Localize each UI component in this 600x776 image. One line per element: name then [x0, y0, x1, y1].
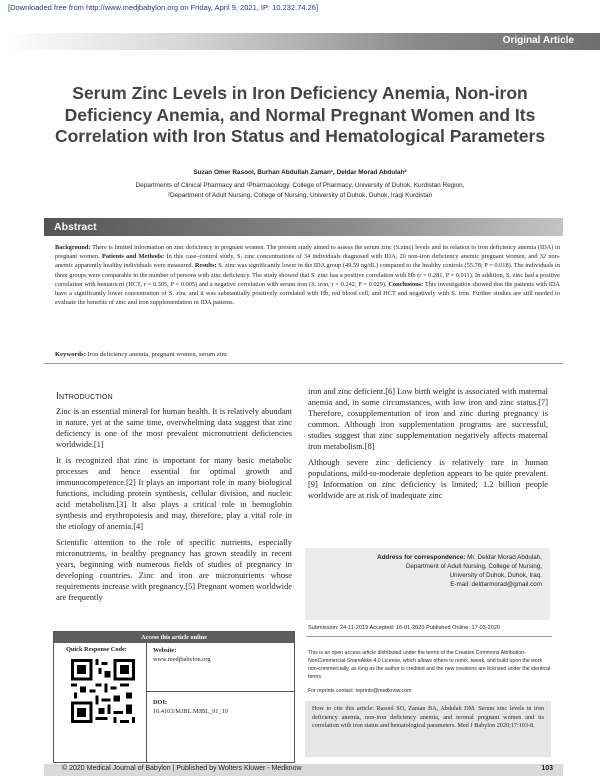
website-label: Website: [153, 647, 177, 654]
conclusions-label: Conclusions: [388, 280, 424, 288]
paragraph: iron and zinc deficient.[6] Low birth weight is associated with maternal anemia and, in some circumstances, with low iron and zinc status.[7] Therefore, cosupplementation of iron and zinc during pregnancy is common. Although iron supplementation programs are successful, studies suggest that zinc supplementation negatively affects maternal iron metabolism.[8] [308, 387, 548, 451]
background-label: Background: [55, 244, 91, 251]
correspondence-line2: University of Duhok, Duhok, Iraq. [449, 572, 542, 579]
methods-label: Patients and Methods: [101, 253, 165, 261]
correspondence-line1: Department of Adult Nursing, College of Nursing, [405, 563, 542, 570]
methods-text: In this case–control study, S. zinc concentrations of 34 individuals diagnosed with IDA, 20 non-iron deficiency anemic pregnant women, and 32 non-anemic apparently healthy individuals were measured. [55, 253, 560, 270]
doi-label: DOI: [153, 699, 167, 706]
authors: Suzan Omer Rasool, Burhan Abdullah Zaman¹, Deldar Morad Abdulah² [193, 169, 407, 176]
affiliation-2: ²Department of Adult Nursing, College of Nursing, University of Duhok, Duhok, Iraqi Kurdistan [167, 191, 433, 199]
website-link[interactable]: www.medjbabylon.org [153, 656, 211, 663]
keywords [55, 351, 560, 358]
results-label: Results: [194, 262, 217, 270]
correspondence-name: Mr. Deldar Morad Abdulah, [467, 554, 542, 561]
paragraph: Scientific attention to the role of specific nutrients, especially micronutrients, in healthy pregnancy has grown steadily in recent years, beginning with numerous fields of studies of pregnancy in developing countries. Zinc and iron are micronutrients whose requirements increase with pregnancy.[5] Pregnant women worldwide are frequently [56, 537, 292, 602]
how-to-cite: How to cite this article: Rasool SO, Zaman BA, Abdulah DM. Serum zinc levels in iron deficiency anemia, non-iron deficiency anemia, and normal pregnant women and its correlation with iron status and hematological parameters. Med J Babylon 2020;17:103-8. [312, 705, 544, 730]
section-label: Original Article [502, 35, 574, 46]
divider [146, 643, 147, 762]
footer-text: © 2020 Medical Journal of Babylon | Published by Wolters Kluwer - Medknow [62, 765, 302, 772]
access-box [53, 631, 295, 763]
license-text: This is an open access article distributed under the terms of the Creative Commons Attribution-NonCommercial-ShareAlike 4.0 License, which allows others to remix, tweak, and build upon the work non-commercially, as long as the author is credited and the new creations are licensed under the identical terms. [308, 650, 551, 680]
keywords-label: Keywords: [55, 351, 86, 358]
qr-code-icon[interactable] [71, 659, 135, 723]
section-banner [0, 33, 600, 50]
paragraph: Although severe zinc deficiency is relatively rare in human populations, mild-to-moderate depletion appears to be quite prevalent.[9] Information on zinc deficiency is limited; 1.2 billion people worldwide are at risk of inadequate zinc [308, 457, 548, 500]
doi-link[interactable]: 10.4103/MJBL.MJBL_91_19 [153, 708, 228, 715]
divider [306, 636, 552, 637]
conclusions-text: This investigation showed that the patients with IDA have a significantly lower concentration of S. zinc and it was substantially positively correlated with Hb, red blood cell, and HCT and negatively with S. iron. Further studies are still needed to evaluate the benefits of zinc and iron supplementation in IDA patients. [55, 280, 560, 307]
correspondence [312, 553, 542, 589]
page-footer [44, 764, 563, 776]
correspondence-label: Address for correspondence: [377, 554, 466, 561]
access-heading: Access this article online [54, 632, 294, 643]
page-number: 103 [541, 765, 553, 772]
download-note: [Downloaded free from http://www.medjbabylon.org on Friday, April 9, 2021, IP: 10.232.74.26] [8, 3, 319, 12]
qr-label: Quick Response Code: [66, 646, 127, 653]
affiliation-1: Departments of Clinical Pharmacy and ¹Pharmacology, College of Pharmacy, University of Duhok, Kurdistan Region, [135, 182, 465, 189]
reprints-contact: For reprints contact: reprints@medknow.com [308, 688, 412, 694]
article-title: Serum Zinc Levels in Iron Deficiency Anemia, Non-iron Deficiency Anemia, and Normal Pregnant Women and Its Correlation with Iron Status and Hematological Parameters [54, 83, 546, 146]
abstract-banner [44, 218, 563, 236]
right-column [308, 387, 548, 507]
keywords-text: Iron deficiency anemia, pregnant women, serum zinc [87, 351, 228, 358]
left-column [56, 407, 292, 609]
abstract-body [55, 243, 560, 307]
correspondence-email[interactable]: E-mail: deldarmorad@gmail.com [450, 581, 542, 588]
divider [44, 363, 563, 364]
introduction-heading: Introduction [56, 391, 113, 402]
paragraph: It is recognized that zinc is important for many basic metabolic processes and hence essential for optimal growth and immunocompetence.[2] It plays an important role in many biological functions, including protein synthesis, cellular division, and nucleic acid metabolism.[3] It also plays a critical role in hemoglobin synthesis and erythropoiesis and may, therefore, play a vital role in the etiology of anemia.[4] [56, 456, 292, 531]
abstract-heading: Abstract [54, 221, 97, 233]
results-text: S. zinc was significantly lower in the IDA group (49.59 ng/dL) compared to the healthy controls (55.78; P = 0.018). The individuals in three groups were comparable in the number of persons with zinc deficiency. The study showed that S. zinc has a positive correlation with Hb (r = 0.281, P = 0.011). In addition, S. zinc had a positive correlation with hematocrit (HCT, r = 0.305, P = 0.005) and a negative correlation with serum iron (S. iron, r = 0.242, P = 0.029). [55, 262, 560, 288]
article-dates: Submission: 24-11-2019 Accepted: 16-01-2020 Published Online: 17-03-2020 [308, 625, 501, 631]
affiliations [40, 181, 560, 200]
background-text: There is limited information on zinc deficiency in pregnant women. The present study aimed to assess the serum zinc (S.zinc) levels and its relation to iron deficiency anemia (IDA) in pregnant women. [55, 244, 560, 261]
paragraph: Zinc is an essential mineral for human health. It is relatively abundant in nature, yet at the same time, overwhelming data suggest that zinc deficiency is one of the most prevalent micronutrient deficiencies worldwide.[1] [56, 407, 292, 449]
divider [146, 691, 294, 692]
